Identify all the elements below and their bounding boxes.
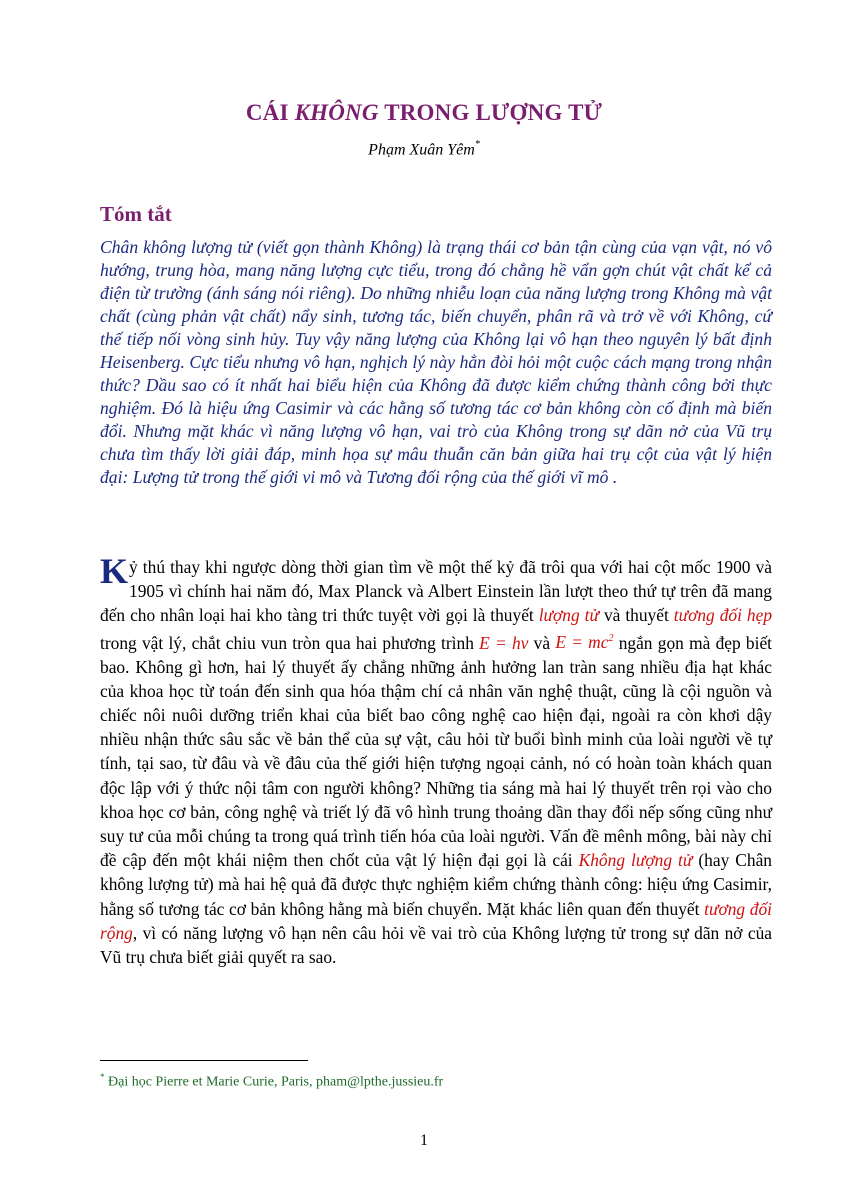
page-number: 1 — [420, 1132, 428, 1149]
body-text-5: ngắn gọn mà đẹp biết bao. Không gì hơn, hai lý thuyết ấy chẳng những ảnh hưởng lan tràn sang nhiều địa hạt khác của khoa học từ toán đến sinh qua hóa thậm chí cả nhân văn nghệ thuật, cũng là cội nguồn và chiếc nôi nuôi dưỡng triển khai của biết bao công nghệ cao hiện đại, ngoài ra còn khơi dậy nhiều nhận thức sâu sắc về bản thể của sự vật, câu hỏi từ buổi bình minh của loài người về tự tính, tại sao, từ đâu và về đâu của thế giới hiện tượng ngoại cảnh, nó có hoàn toàn khách quan độc lập với ý thức nội tâm con người không? Những tia sáng mà hai lý thuyết trên rọi vào cho khoa học cơ bản, công nghệ và triết lý đã vô hình trung thoảng dần thay đổi nếp sống cũng như suy tư của mỗi chúng ta trong quá trình tiến hóa của loài người. Vấn đề mênh mông, bài này chỉ đề cập đến một khái niệm then chốt của vật lý hiện đại gọi là cái — [100, 632, 773, 871]
title-emphasis: KHÔNG — [294, 100, 379, 125]
paper-title — [0, 100, 848, 126]
body-text-7: , vì có năng lượng vô hạn nên câu hỏi về vai trò của Không lượng tử trong sự dãn nở của Vũ trụ chưa biết giải quyết ra sao. — [100, 922, 772, 968]
term-quantum-vacuum: Không lượng tử — [578, 850, 693, 871]
body-text-6: (hay Chân không lượng tử) mà hai hệ quả đã được thực nghiệm kiểm chứng thành công: hiệu ứng Casimir, hằng số tương tác cơ bản không hằng mà biến chuyển. Mặt khác liên quan đến thuyết — [100, 850, 772, 919]
author-footnote-mark[interactable]: * — [474, 139, 480, 150]
abstract-text: Chân không lượng tử (viết gọn thành Không) là trạng thái cơ bản tận cùng của vạn vật, nó vô hướng, trung hòa, mang năng lượng cực tiểu, trong đó chẳng hề vẩn gợn chút vật chất kể cả điện từ trường (ánh sáng nói riêng). Do những nhiễu loạn của năng lượng trong Không mà vật chất (cùng phản vật chất) nẩy sinh, tương tác, biến chuyển, phân rã và trở về với Không, cứ thế tiếp nối vòng sinh hủy. Tuy vậy năng lượng của Không lại vô hạn theo nguyên lý bất định Heisenberg. Cực tiểu nhưng vô hạn, nghịch lý này hẳn đòi hỏi một cuộc cách mạng trong nhận thức? Dầu sao có ít nhất hai biểu hiện của Không đã được kiểm chứng thành công bởi thực nghiệm. Đó là hiệu ứng Casimir và các hằng số tương tác cơ bản không còn cố định mà biến đổi. Nhưng mặt khác vì năng lượng vô hạn, vai trò của Không trong sự dãn nở của Vũ trụ chưa tìm thấy lời giải đáp, minh họa sự mâu thuẫn căn bản giữa hai trụ cột của vật lý hiện đại: Lượng tử trong thế giới vi mô và Tương đối rộng của thế giới vĩ mô . — [100, 237, 772, 487]
author-name: Phạm Xuân Yêm — [368, 141, 475, 159]
equation-einstein — [555, 632, 613, 652]
body-text-4: và — [528, 632, 556, 653]
term-special-relativity: tương đối hẹp — [673, 605, 773, 626]
body-paragraph — [100, 551, 773, 969]
title-part-1: CÁI — [245, 100, 295, 125]
footnote-mark: * — [100, 1072, 105, 1082]
body-text-2: và thuyết — [598, 605, 674, 626]
term-general-relativity: tương đối rộng — [100, 898, 773, 943]
footnote-text[interactable]: Đại học Pierre et Marie Curie, Paris, pham@lpthe.jussieu.fr — [104, 1074, 444, 1090]
body-text-1: ỷ thú thay khi ngược dòng thời gian tìm về một thế kỷ đã trôi qua với hai cột mốc 1900 và 1905 vì chính hai năm đó, Max Planck và Albert Einstein lần lượt theo thứ tự trên đã mang đến cho nhân loại hai kho tàng tri thức tuyệt vời gọi là thuyết — [100, 557, 772, 626]
footnote-divider — [100, 1060, 308, 1061]
body-text-3: trong vật lý, chắt chiu vun tròn qua hai phương trình — [100, 632, 480, 653]
title-part-3: TRONG LƯỢNG TỬ — [378, 100, 603, 125]
equation-einstein-exponent: 2 — [608, 633, 614, 645]
footnote — [100, 1072, 443, 1091]
equation-einstein-base: E = mc — [555, 632, 609, 653]
abstract-heading: Tóm tắt — [100, 202, 172, 226]
term-quantum: lượng tử — [538, 605, 599, 626]
drop-cap: K — [100, 551, 129, 591]
author-line — [0, 140, 848, 159]
equation-planck: E = hν — [479, 632, 529, 653]
